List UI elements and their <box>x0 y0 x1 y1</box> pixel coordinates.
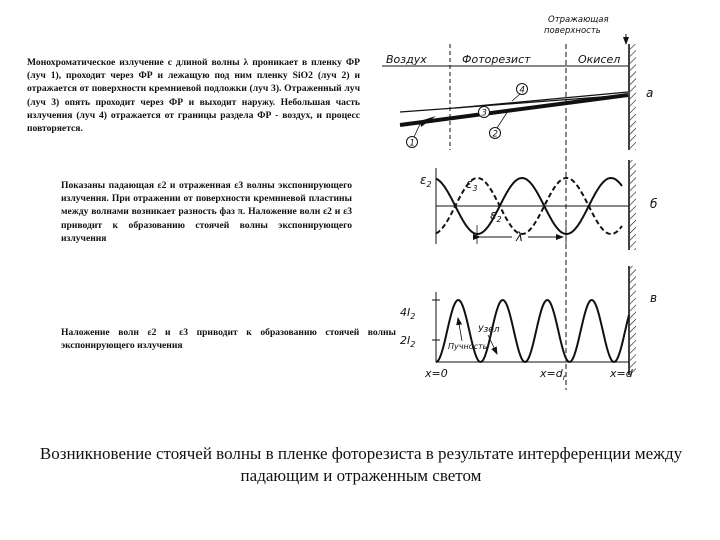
label-air: Воздух <box>386 53 427 66</box>
panel-a-rays <box>382 15 653 390</box>
substrate-hatch-c <box>630 266 636 375</box>
label-node: Узел <box>478 325 500 335</box>
panel-label-c: в <box>650 291 658 305</box>
label-antinode: Пучность <box>448 342 488 351</box>
ray-exit <box>400 108 455 112</box>
label-x0: x=0 <box>425 367 448 380</box>
label-eps2-wave: $\varepsilon_2$ <box>490 208 502 224</box>
label-xdr: $x=d_r$ <box>540 367 567 382</box>
label-oxide: Окисел <box>578 53 621 66</box>
label-eps3: $\varepsilon_3$ <box>466 177 478 193</box>
ray-leader-4 <box>512 94 520 101</box>
description-rays: Монохроматическое излучение с длиной волны λ проникает в пленку ФР (луч 1), проходит через ФР и лежащую под ним пленку SiO2 (луч 2) и отражается от поверхности кремниевой подложки (луч 3). Отраженный луч (луч 3) опять проходит через ФР и выходит наружу. Небольшая часть излучения (луч 4) отражается от границы раздела ФР - воздух, и процесс повторяется. <box>27 57 360 135</box>
standing-wave-intensity <box>436 300 629 362</box>
label-reflecting: Отражающая <box>548 15 609 25</box>
label-photoresist: Фоторезист <box>462 53 531 66</box>
antinode-pointer <box>458 318 462 341</box>
description-waves: Показаны падающая ε2 и отраженная ε3 волны экспонирующего излучения. При отражении от поверхности кремниевой пластины между волнами возникает разность фаз π. Наложение волн ε2 и ε3 приводит к образованию стоячей волны экспонирующего излучения <box>61 180 352 244</box>
label-surface: поверхность <box>544 26 601 36</box>
panel-b-waves <box>420 160 658 250</box>
ray-leader-1 <box>414 124 420 137</box>
ray-number-1: 1 <box>409 138 415 149</box>
substrate-hatch-b <box>630 160 636 250</box>
description-standing-wave: Наложение волн ε2 и ε3 приводит к образованию стоячей волны экспонирующего излучения <box>61 327 396 352</box>
panel-label-a: a <box>646 86 654 100</box>
label-lambda: λ <box>516 230 524 244</box>
label-4I2: $4I_2$ <box>400 306 416 321</box>
label-2I2: $2I_2$ <box>400 334 416 349</box>
ray-number-2: 2 <box>492 129 498 140</box>
ray-number-4: 4 <box>519 85 525 96</box>
label-xd: x=d <box>610 367 633 380</box>
panel-c-standing-wave <box>400 266 657 382</box>
panel-label-b: б <box>650 197 658 211</box>
figure-caption: Возникновение стоячей волны в пленке фоторезиста в результате интерференции между падающим и отраженным светом <box>39 444 683 485</box>
ray-number-3: 3 <box>481 108 487 119</box>
label-eps2: $\varepsilon_2$ <box>420 173 432 189</box>
substrate-hatch-a <box>630 44 636 150</box>
